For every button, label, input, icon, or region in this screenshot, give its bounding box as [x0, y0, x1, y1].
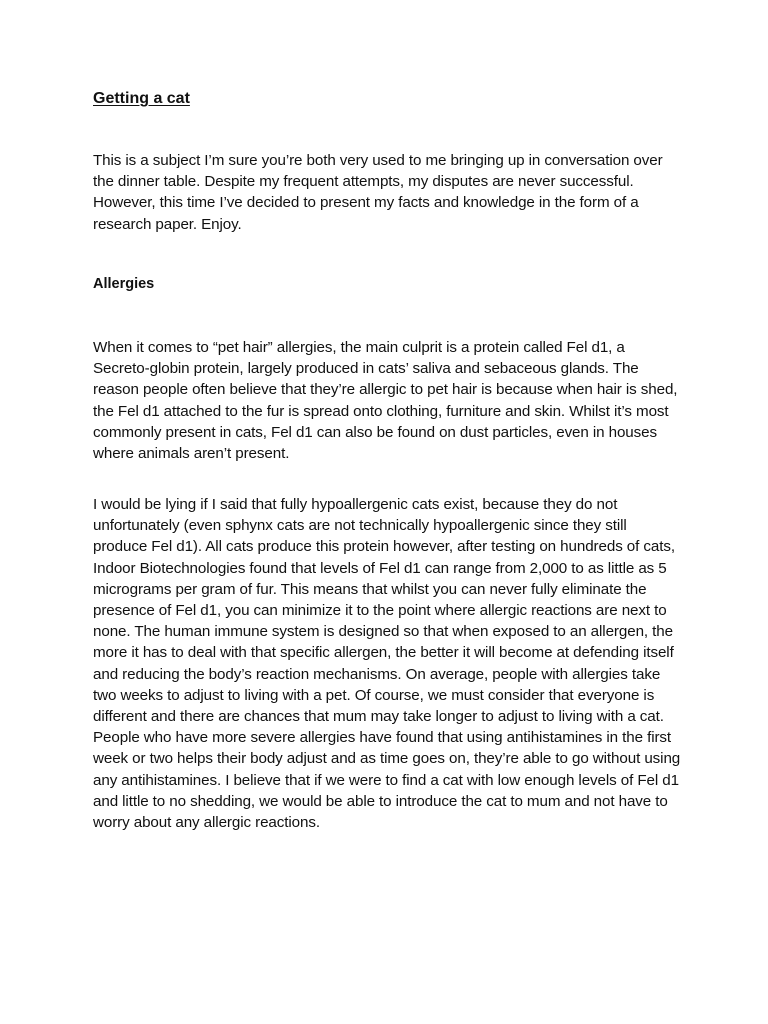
body-paragraph: When it comes to “pet hair” allergies, the main culprit is a protein called Fel d1, a Secreto-globin protein, largely produced in cats’ saliva and sebaceous glands. The reason people often believe that they’re allergic to pet hair is because when hair is shed, the Fel d1 attached to the fur is spread onto clothing, furniture and skin. Whilst it’s most commonly present in cats, Fel d1 can also be found on dust particles, even in houses where animals aren’t present. — [93, 339, 678, 463]
section-heading-allergies: Allergies — [93, 276, 155, 292]
intro-paragraph: This is a subject I’m sure you’re both very used to me bringing up in conversation over the dinner table. Despite my frequent attempts, my disputes are never successful. However, this time I’ve decided to present my facts and knowledge in the form of a research paper. Enjoy. — [93, 152, 663, 233]
body-paragraph: I would be lying if I said that fully hypoallergenic cats exist, because they do not unfortunately (even sphynx cats are not technically hypoallergenic since they still produce Fel d1). All cats produce this protein however, after testing on hundreds of cats, Indoor Biotechnologies found that levels of Fel d1 can range from 2,000 to as little as 5 micrograms per gram of fur. This means that whilst you can never fully eliminate the presence of Fel d1, you can minimize it to the point where allergic reactions are next to none. The human immune system is designed so that when exposed to an allergen, the more it has to deal with that specific allergen, the better it will become at defending itself and reducing the body’s reaction mechanisms. On average, people with allergies take two weeks to adjust to living with a pet. Of course, we must consider that everyone is different and there are chances that mum may take longer to adjust to living with a cat. People who have more severe allergies have found that using antihistamines in the first week or two helps their body adjust and as time goes on, they’re able to go without using any antihistamines. I believe that if we were to find a cat with low enough levels of Fel d1 and little to no shedding, we would be able to introduce the cat to mum and not have to worry about any allergic reactions. — [93, 496, 681, 832]
document-title: Getting a cat — [93, 90, 190, 107]
